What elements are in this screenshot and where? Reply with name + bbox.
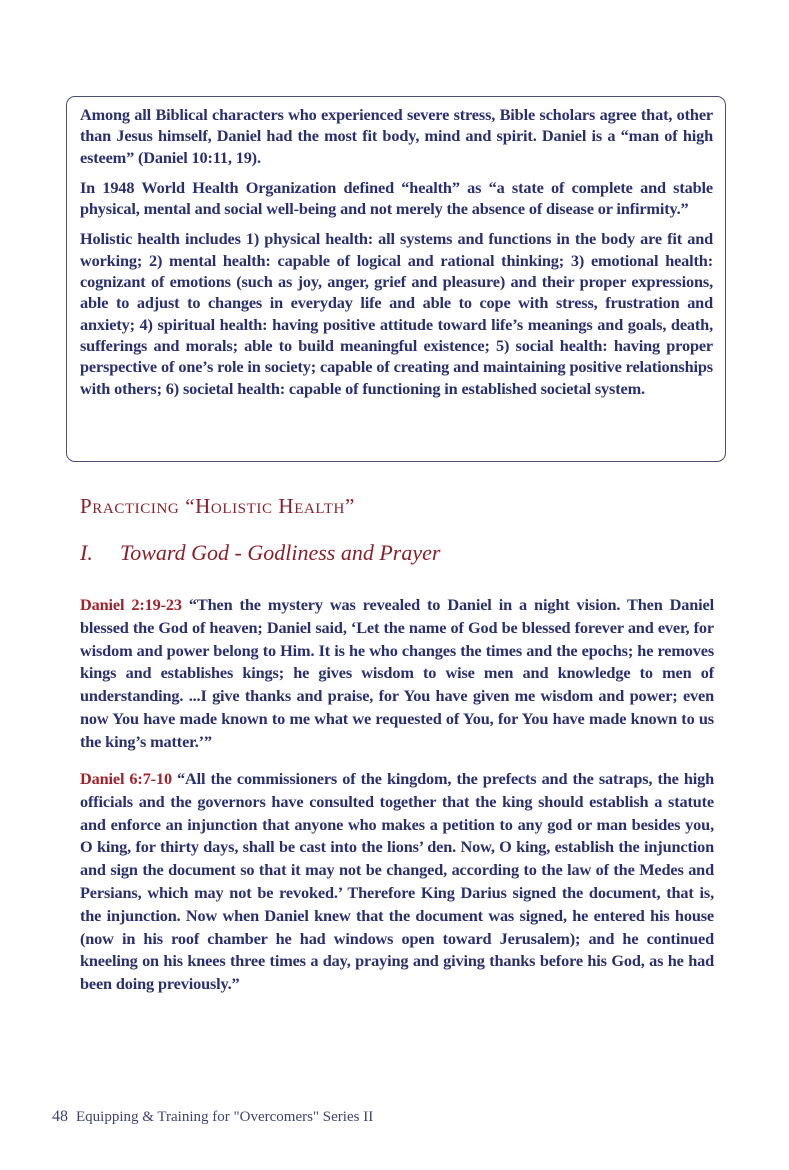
sub-heading-number: I. [80, 540, 93, 565]
book-title: Equipping & Training for "Overcomers" Series II [76, 1109, 374, 1125]
scripture-passage [80, 768, 714, 996]
scripture-quote: “Then the mystery was revealed to Daniel in a night vision. Then Daniel blessed the God of heaven; Daniel said, ‘Let the name of God be blessed forever and ever, for wisdom and power belong to Him. It is he who changes the times and the epochs; he removes kings and establishes kings; he gives wisdom to wise men and knowledge to men of understanding. ...I give thanks and praise, for You have given me wisdom and power; even now You have made known to me what we requested of You, for You have made known to us the king’s matter.’” [80, 595, 714, 751]
section-heading: Practicing “Holistic Health” [80, 494, 355, 518]
sub-heading [80, 540, 440, 566]
scripture-reference: Daniel 6:7-10 [80, 769, 172, 788]
callout-paragraph-who-definition: In 1948 World Health Organization defined “health” as “a state of complete and stable physical, mental and social well-being and not merely the absence of disease or infirmity.” [80, 177, 713, 219]
scripture-reference: Daniel 2:19-23 [80, 595, 182, 614]
callout-box [66, 96, 726, 462]
passage-paragraph [80, 768, 714, 996]
passage-paragraph [80, 594, 714, 754]
callout-paragraph-daniel-esteem: Among all Biblical characters who experienced severe stress, Bible scholars agree that, other than Jesus himself, Daniel had the most fit body, mind and spirit. Daniel is a “man of high esteem” (Daniel 10:11, 19). [80, 105, 713, 167]
scripture-quote: “All the commissioners of the kingdom, the prefects and the satraps, the high officials and the governors have consulted together that the king should establish a statute and enforce an injunction that anyone who makes a petition to any god or man besides you, O king, for thirty days, shall be cast into the lions’ den. Now, O king, establish the injunction and sign the document so that it may not be changed, according to the law of the Medes and Persians, which may not be revoked.’ Therefore King Darius signed the document, that is, the injunction. Now when Daniel knew that the document was signed, he entered his house (now in his roof chamber he had windows open toward Jerusalem); and he continued kneeling on his knees three times a day, praying and giving thanks before his God, as he had been doing previously.” [80, 769, 714, 994]
callout-paragraph-holistic-health: Holistic health includes 1) physical health: all systems and functions in the body are fit and working; 2) mental health: capable of logical and rational thinking; 3) emotional health: cognizant of emotions (such as joy, anger, grief and pleasure) and their proper expressions, able to adjust to changes in everyday life and able to cope with stress, frustration and anxiety; 4) spiritual health: having positive attitude toward life’s meanings and goals, death, sufferings and morals; able to build meaningful existence; 5) social health: having proper perspective of one’s role in society; capable of creating and maintaining positive relationships with others; 6) societal health: capable of functioning in established societal system. [80, 229, 713, 398]
sub-heading-text: Toward God - Godliness and Prayer [120, 540, 441, 565]
scripture-passage [80, 594, 714, 754]
page-footer [52, 1108, 373, 1126]
page-number: 48 [52, 1108, 68, 1125]
